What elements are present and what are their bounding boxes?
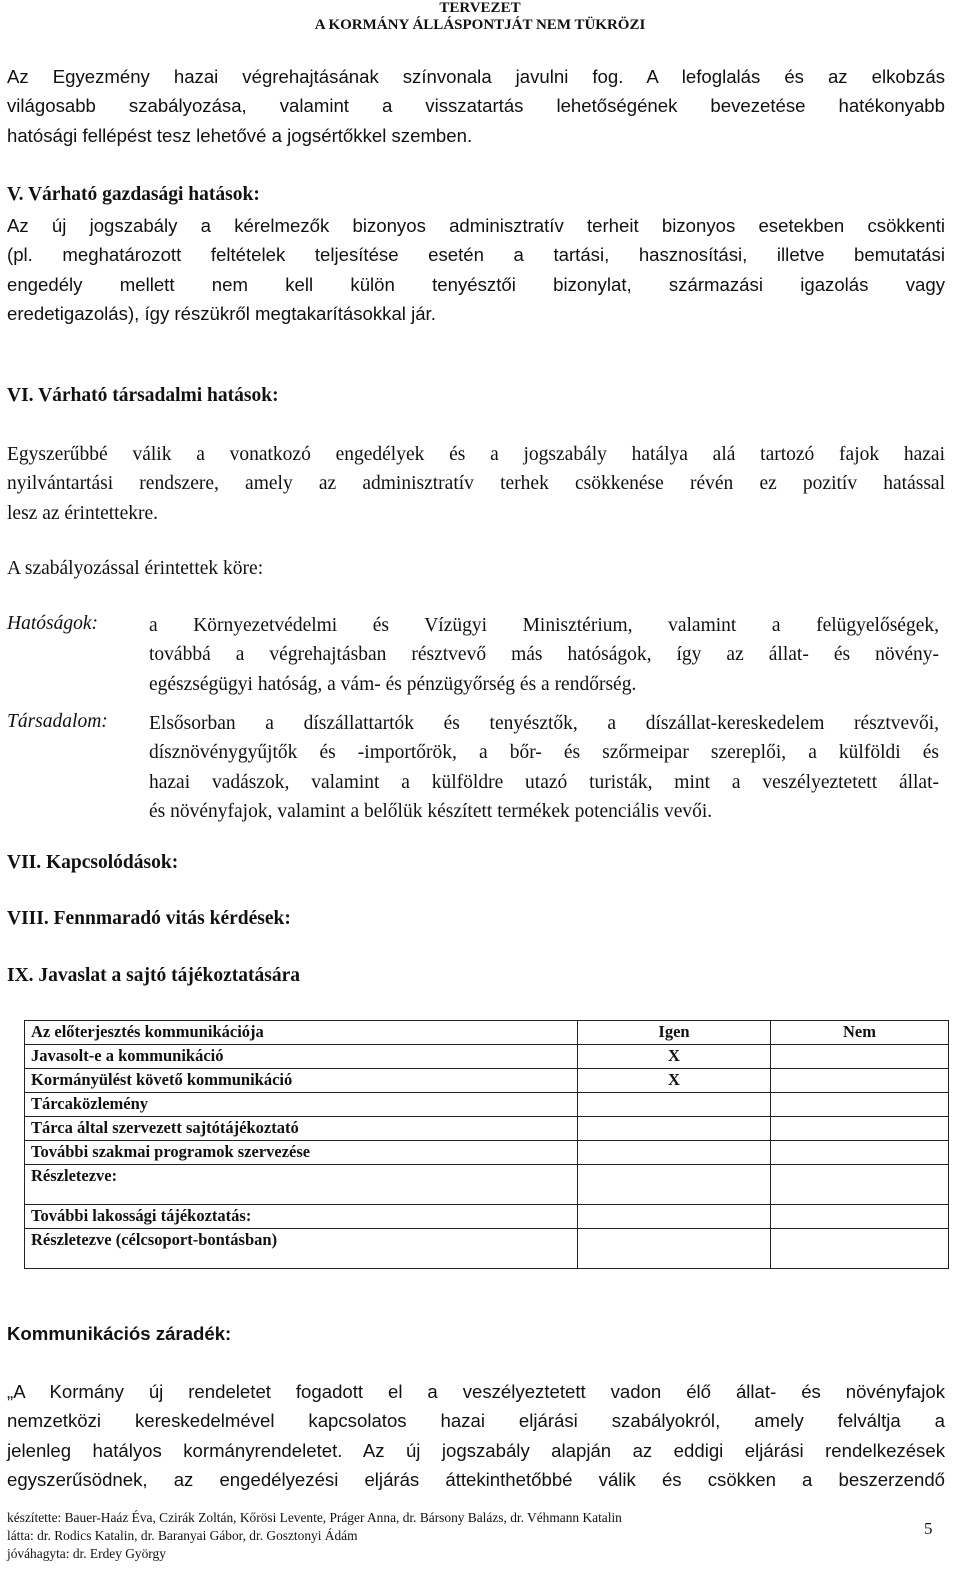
table-cell: [771, 1229, 949, 1269]
group-line: továbbá a végrehajtásban résztvevő más hatóságok, így az állat- és növény-: [149, 644, 939, 666]
group-line: és növényfajok, valamint a belőlük készített termékek potenciális vevői.: [149, 801, 713, 823]
table-header-cell: Igen: [578, 1021, 771, 1045]
table-cell: X: [578, 1045, 771, 1069]
intro-line: hatósági fellépést tesz lehetővé a jogsértőkkel szemben.: [7, 124, 473, 146]
table-cell: [771, 1093, 949, 1117]
table-cell: Részletezve (célcsoport-bontásban): [25, 1229, 578, 1269]
table-row: [25, 1141, 949, 1165]
section-6-title: VI. Várható társadalmi hatások:: [7, 385, 279, 406]
group-line: a Környezetvédelmi és Vízügyi Minisztérium, valamint a felügyelőségek,: [149, 615, 939, 636]
table-cell: [771, 1117, 949, 1141]
draft-disclaimer: A KORMÁNY ÁLLÁSPONTJÁT NEM TÜKRÖZI: [314, 17, 646, 33]
section-5-line: engedély mellett nem kell külön tenyésztői bizonylat, származási igazolás vagy: [7, 273, 945, 295]
section-6-line: nyilvántartási rendszere, amely az adminisztratív terhek csökkenése révén ez pozitív hatással: [7, 473, 945, 495]
intro-line: Az Egyezmény hazai végrehajtásának színvonala javulni fog. A lefoglalás és az elkobzás: [7, 66, 945, 87]
closing-paragraph: [7, 1377, 945, 1495]
group-label-authorities: Hatóságok:: [7, 613, 98, 634]
group-line: Elsősorban a díszállattartók és tenyésztők, a díszállat-kereskedelem résztvevői,: [149, 713, 939, 734]
closing-line: „A Kormány új rendeletet fogadott el a veszélyeztetett vadon élő állat- és növényfajok: [7, 1381, 945, 1402]
table-cell: [578, 1229, 771, 1269]
table-header-cell: Az előterjesztés kommunikációja: [25, 1021, 578, 1045]
group-text-society: [149, 709, 939, 827]
section-5-line: eredetigazolás), így részükről megtakarításokkal jár.: [7, 303, 436, 325]
group-line: dísznövénygyűjtők és -importőrök, a bőr- és szőrmeipar szereplői, a külföldi és: [149, 742, 939, 764]
table-cell: További lakossági tájékoztatás:: [25, 1205, 578, 1229]
intro-paragraph: [7, 62, 945, 150]
table-row: [25, 1117, 949, 1141]
footer: [7, 1509, 622, 1563]
group-line: egészségügyi hatóság, a vám- és pénzügyőrség és a rendőrség.: [149, 673, 637, 695]
section-5-paragraph: [7, 211, 945, 329]
table-header-row: [25, 1021, 949, 1045]
table-row: [25, 1205, 949, 1229]
table-cell: [578, 1165, 771, 1205]
group-text-authorities: [149, 611, 939, 699]
section-6-line: lesz az érintettekre.: [7, 502, 159, 524]
page-number: 5: [924, 1519, 933, 1538]
table-cell: Tárca által szervezett sajtótájékoztató: [25, 1117, 578, 1141]
section-9-title: IX. Javaslat a sajtó tájékoztatására: [7, 965, 300, 986]
footer-prepared-by: készítette: Bauer-Haáz Éva, Czirák Zoltán, Kőrösi Levente, Práger Anna, dr. Bársony Balázs, dr. Véhmann Katalin: [7, 1510, 622, 1525]
affected-title: A szabályozással érintettek köre:: [7, 558, 264, 579]
closing-line: jelenleg hatályos kormányrendeletet. Az új jogszabály alapján az eddigi eljárási rendelkezések: [7, 1439, 945, 1461]
section-6-paragraph: [7, 440, 945, 528]
table-cell: [578, 1117, 771, 1141]
table-cell: [578, 1093, 771, 1117]
table-row: [25, 1093, 949, 1117]
footer-seen-by: látta: dr. Rodics Katalin, dr. Baranyai Gábor, dr. Gosztonyi Ádám: [7, 1528, 358, 1543]
table-cell: Kormányülést követő kommunikáció: [25, 1069, 578, 1093]
closing-line: nemzetközi kereskedelmével kapcsolatos hazai eljárási szabályokról, amely felváltja a: [7, 1410, 945, 1432]
section-8-title: VIII. Fennmaradó vitás kérdések:: [7, 908, 291, 929]
table-cell: [578, 1205, 771, 1229]
section-5-title: V. Várható gazdasági hatások:: [7, 184, 260, 205]
table-row: [25, 1229, 949, 1269]
table-cell: [771, 1045, 949, 1069]
group-line: hazai vadászok, valamint a külföldre utazó turisták, mint a veszélyeztetett állat-: [149, 771, 939, 793]
table-cell: [771, 1165, 949, 1205]
closing-title: Kommunikációs záradék:: [7, 1323, 232, 1344]
table-cell: [771, 1205, 949, 1229]
draft-label: TERVEZET: [439, 0, 521, 16]
group-label-society: Társadalom:: [7, 711, 108, 732]
table-header-cell: Nem: [771, 1021, 949, 1045]
table-cell: További szakmai programok szervezése: [25, 1141, 578, 1165]
section-5-line: Az új jogszabály a kérelmezők bizonyos adminisztratív terheit bizonyos esetekben csökkenti: [7, 215, 945, 236]
table-row: [25, 1069, 949, 1093]
draft-header: [0, 0, 960, 34]
table-cell: X: [578, 1069, 771, 1093]
table-row: [25, 1165, 949, 1205]
section-6-line: Egyszerűbbé válik a vonatkozó engedélyek és a jogszabály hatálya alá tartozó fajok hazai: [7, 444, 945, 465]
footer-approved-by: jóváhagyta: dr. Erdey György: [7, 1546, 166, 1561]
table-cell: Javasolt-e a kommunikáció: [25, 1045, 578, 1069]
closing-line: egyszerűsödnek, az engedélyezési eljárás áttekinthetőbbé válik és csökken a beszerzendő: [7, 1469, 945, 1491]
table-cell: Részletezve:: [25, 1165, 578, 1205]
communication-table: [24, 1020, 949, 1269]
table-cell: [771, 1069, 949, 1093]
table-cell: [771, 1141, 949, 1165]
section-5-line: (pl. meghatározott feltételek teljesítése esetén a tartási, hasznosítási, illetve bemutatási: [7, 244, 945, 266]
table-row: [25, 1045, 949, 1069]
section-7-title: VII. Kapcsolódások:: [7, 852, 179, 873]
intro-line: világosabb szabályozása, valamint a visszatartás lehetőségének bevezetése hatékonyabb: [7, 95, 945, 117]
table-cell: Tárcaközlemény: [25, 1093, 578, 1117]
table-cell: [578, 1141, 771, 1165]
